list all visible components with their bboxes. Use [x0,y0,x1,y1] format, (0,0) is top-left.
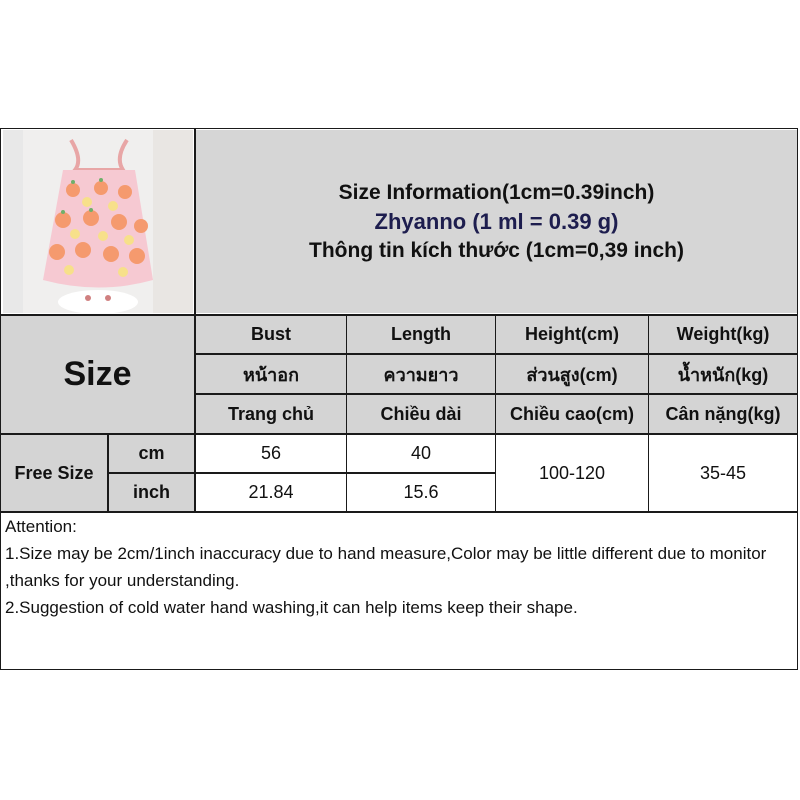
length-cm-value: 40 [410,443,432,463]
dress-image [3,130,193,313]
brand-title: Zhyanno (1 ml = 0.39 g) [374,208,619,234]
col-bust-th: หน้าอก [196,355,346,393]
size-header-cell [1,316,194,433]
size-info-title-vi: Thông tin kích thước (1cm=0,39 inch) [309,238,684,262]
col-height-vi: Chiều cao(cm) [496,395,648,433]
col-length-en: Length [347,316,495,353]
height-value: 100-120 [538,462,606,483]
unit-inch-cell: inch [109,474,194,511]
col-length-vi: Chiều dài [347,395,495,433]
divider [107,433,109,512]
free-size-cell: Free Size [1,435,107,511]
length-inch-value: 15.6 [403,482,439,502]
attention-title: Attention: [5,517,77,536]
divider [194,353,798,355]
attention-item-1: 1.Size may be 2cm/1inch inaccuracy due to hand measure,Color may be little different due to monitor ,thanks for your understanding. [5,544,767,590]
divider [107,472,496,474]
col-length-th: ความยาว [347,355,495,393]
divider [648,314,649,512]
title-block [196,130,797,313]
size-info-title: Size Information(1cm=0.39inch) [338,180,655,204]
divider [346,314,347,512]
col-height-en: Height(cm) [496,316,648,353]
col-bust-vi: Trang chủ [196,395,346,433]
divider [0,433,798,435]
attention-item-2: 2.Suggestion of cold water hand washing,it can help items keep their shape. [5,598,578,617]
divider [194,128,196,512]
weight-value: 35-45 [699,462,747,483]
bust-cm-value: 56 [260,443,282,463]
divider [0,314,798,316]
divider [495,314,496,512]
bust-inch-value: 21.84 [248,482,294,502]
divider [194,393,798,395]
col-bust-en: Bust [196,316,346,353]
product-photo [3,130,193,313]
size-label: Size [63,355,132,393]
col-weight-vi: Cân nặng(kg) [649,395,797,433]
col-weight-th: น้ำหนัก(kg) [649,355,797,393]
unit-cm-cell: cm [109,435,194,472]
attention-notes [5,513,795,621]
col-height-th: ส่วนสูง(cm) [496,355,648,393]
col-weight-en: Weight(kg) [649,316,797,353]
